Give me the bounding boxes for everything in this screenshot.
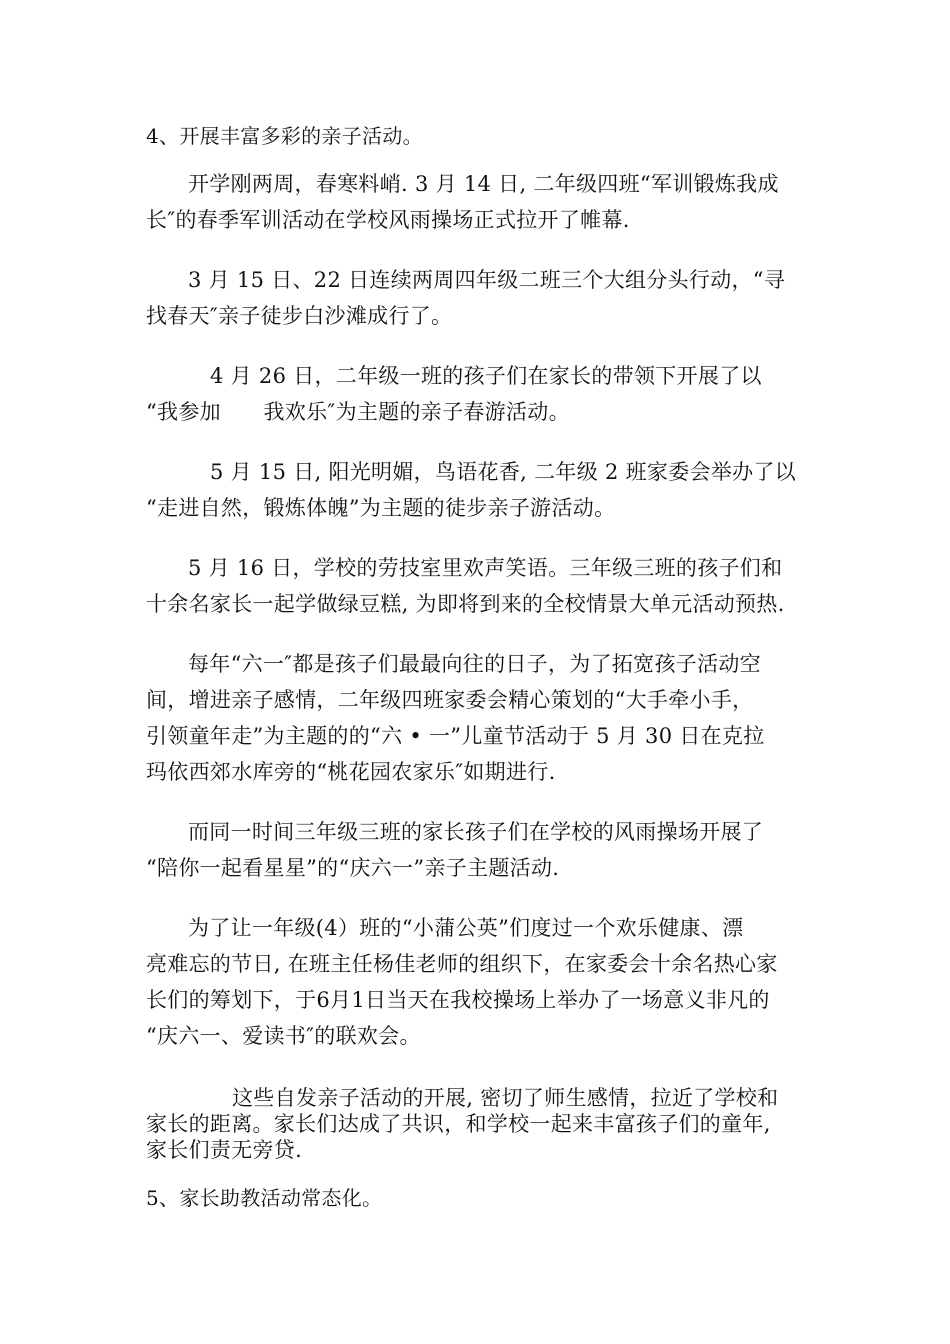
paragraph-9-line-1: 这些自发亲子活动的开展, 密切了师生感情，拉近了学校和 — [232, 1086, 779, 1110]
paragraph-6-line-3: 引领童年走”为主题的的“六 • 一”儿童节活动于 5 月 30 日在克拉 — [146, 724, 765, 748]
paragraph-4-line-1: 5 月 15 日, 阳光明媚，鸟语花香, 二年级 2 班家委会举办了以 — [210, 460, 797, 484]
paragraph-8-line-4: “庆六一、爱读书″的联欢会。 — [146, 1024, 421, 1048]
paragraph-8-line-1: 为了让一年级(4）班的“小蒲公英”们度过一个欢乐健康、漂 — [188, 916, 744, 940]
paragraph-1-line-1: 开学刚两周，春寒料峭. 3 月 14 日, 二年级四班“军训锻炼我成 — [188, 172, 779, 196]
section-4-heading: 4、开展丰富多彩的亲子活动。 — [146, 124, 423, 148]
paragraph-5-line-2: 十余名家长一起学做绿豆糕, 为即将到来的全校情景大单元活动预热. — [146, 592, 785, 616]
paragraph-6-line-2: 间，增进亲子感情，二年级四班家委会精心策划的“大手牵小手， — [146, 688, 754, 712]
paragraph-7-line-1: 而同一时间三年级三班的家长孩子们在学校的风雨操场开展了 — [188, 820, 764, 844]
paragraph-7-line-2: “陪你一起看星星”的“庆六一”亲子主题活动. — [146, 856, 560, 880]
paragraph-3-line-2: “我参加 我欢乐″为主题的亲子春游活动。 — [146, 400, 570, 424]
section-5-heading: 5、家长助教活动常态化。 — [146, 1186, 383, 1210]
paragraph-6-line-4: 玛依西郊水库旁的“桃花园农家乐″如期进行. — [146, 760, 556, 784]
paragraph-8-line-2: 亮难忘的节日, 在班主任杨佳老师的组织下，在家委会十余名热心家 — [146, 952, 778, 976]
paragraph-2-line-2: 找春天″亲子徒步白沙滩成行了。 — [146, 304, 453, 328]
paragraph-3-line-1: 4 月 26 日，二年级一班的孩子们在家长的带领下开展了以 — [210, 364, 762, 388]
paragraph-6-line-1: 每年“六一″都是孩子们最最向往的日子，为了拓宽孩子活动空 — [188, 652, 761, 676]
paragraph-9-line-2: 家长的距离。家长们达成了共识，和学校一起来丰富孩子们的童年, — [146, 1112, 771, 1136]
paragraph-2-line-1: 3 月 15 日、22 日连续两周四年级二班三个大组分头行动，“寻 — [188, 268, 786, 292]
paragraph-4-line-2: “走进自然，锻炼体魄”为主题的徒步亲子游活动。 — [146, 496, 616, 520]
paragraph-9-line-3: 家长们责无旁贷. — [146, 1138, 303, 1162]
paragraph-1-line-2: 长″的春季军训活动在学校风雨操场正式拉开了帷幕. — [146, 208, 630, 232]
paragraph-5-line-1: 5 月 16 日，学校的劳技室里欢声笑语。三年级三班的孩子们和 — [188, 556, 783, 580]
paragraph-8-line-3: 长们的筹划下，于6月1日当天在我校操场上举办了一场意义非凡的 — [146, 988, 770, 1012]
